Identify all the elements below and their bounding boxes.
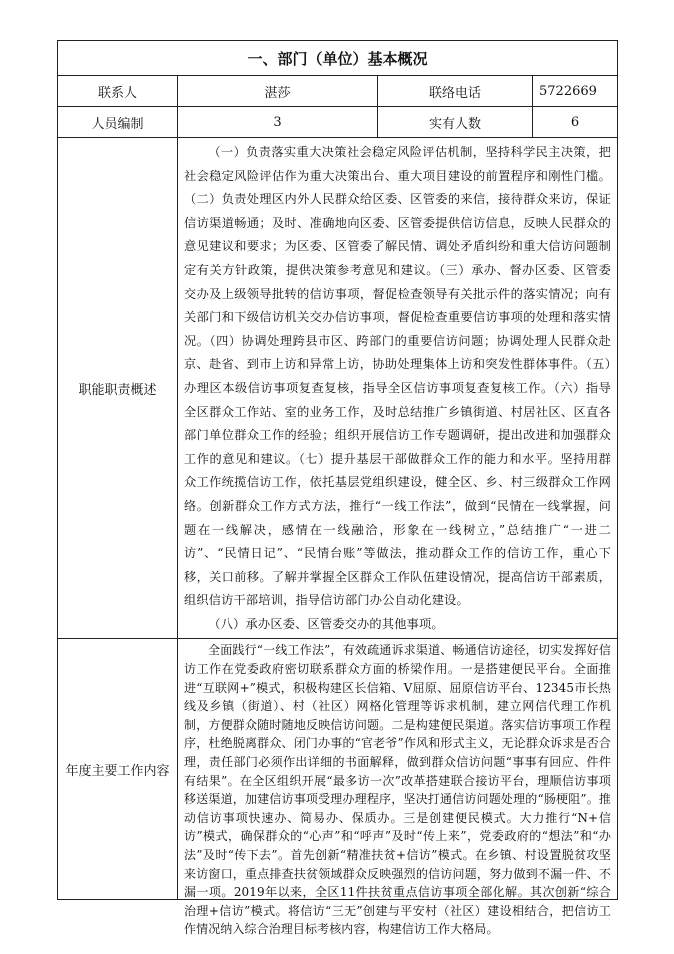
duties-label: 职能职责概述 xyxy=(58,138,178,639)
staff-row xyxy=(58,107,618,138)
phone-value: 5722669 xyxy=(533,76,618,107)
annual-text-clip xyxy=(184,641,611,937)
actual-staff-value: 6 xyxy=(533,107,618,138)
annual-row xyxy=(58,639,618,900)
annual-text-cell xyxy=(178,639,618,937)
staff-label: 人员编制 xyxy=(58,107,178,138)
basic-info-table xyxy=(57,40,618,937)
contact-label: 联系人 xyxy=(58,76,178,107)
contact-value: 湛莎 xyxy=(178,76,378,107)
duties-paragraph-other: （八）承办区委、区管委交办的其他事项。 xyxy=(208,616,444,631)
contact-row xyxy=(58,76,618,107)
staff-value: 3 xyxy=(178,107,378,138)
annual-label: 年度主要工作内容 xyxy=(58,639,178,900)
duties-text xyxy=(178,138,618,639)
actual-staff-label: 实有人数 xyxy=(378,107,533,138)
duties-paragraph-main: （一）负责落实重大决策社会稳定风险评估机制，坚持科学民主决策，把社会稳定风险评估作为重大决策出台、重大项目建设的前置程序和刚性门槛。（二）负责处理区内外人民群众给区委、区管委的来信，接待群众来访，保证信访渠道畅通；及时、准确地向区委、区管委提供信访信息，反映人民群众的意见建议和要求；为区委、区管委了解民情、调处矛盾纠纷和重大信访问题制定有关方针政策，提供决策参考意见和建议。（三）承办、督办区委、区管委交办及上级领导批转的信访事项，督促检查领导有关批示件的落实情况；向有关部门和下级信访机关交办信访事项，督促检查重要信访事项的处理和落实情况。（四）协调处理跨县市区、跨部门的重要信访问题；协调处理人民群众赴京、赴省、到市上访和异常上访，协助处理集体上访和突发性群体事件。（五）办理区本级信访事项复查复核，指导全区信访事项复查复核工作。（六）指导全区群众工作站、室的业务工作，及时总结推广乡镇街道、村居社区、区直各部门单位群众工作的经验；组织开展信访工作专题调研，提出改进和加强群众工作的意见和建议。（七）提升基层干部做群众工作的能力和水平。坚持用群众工作统揽信访工作，依托基层党组织建设，健全区、乡、村三级群众工作网络。创新群众工作方式方法，推行“一线工作法”，做到“民情在一线掌握，问题在一线解决，感情在一线融洽，形象在一线树立，”总结推广“一进二访”、“民情日记”、“民情台账”等做法，推动群众工作的信访工作，重心下移，关口前移。了解并掌握全区群众工作队伍建设情况，提高信访干部素质，组织信访干部培训，指导信访部门办公自动化建设。 xyxy=(184,145,611,608)
phone-label: 联络电话 xyxy=(378,76,533,107)
section-title: 一、部门（单位）基本概况 xyxy=(58,41,618,76)
budget-info-sheet xyxy=(57,40,617,937)
annual-text: 全面践行“一线工作法”，有效疏通诉求渠道、畅通信访途径，切实发挥好信访工作在党委政府密切联系群众方面的桥梁作用。一是搭建便民平台。全面推进“互联网+”模式，积极构建区长信箱、V屈原、屈原信访平台、12345市长热线及乡镇（街道）、村（社区）网格化管理等诉求机制，建立网信代理工作机制，方便群众随时随地反映信访问题。二是构建便民渠道。落实信访事项工作程序，杜绝脱离群众、闭门办事的“官老爷”作风和形式主义，无论群众诉求是否合理，责任部门必须作出详细的书面解释，做到群众信访问题“事事有回应、件件有结果”。在全区组织开展“最多访一次”改革搭建联合接访平台，理顺信访事项移送渠道，加建信访事项受理办理程序，坚决打通信访问题处理的“肠梗阻”。推动信访事项快速办、简易办、保质办。三是创建便民模式。大力推行“N+信访”模式，确保群众的“心声”和“呼声”及时“传上来”，党委政府的“想法”和“办法”及时“传下去”。首先创新“精准扶贫+信访”模式。在乡镇、村设置脱贫攻坚来访窗口，重点排查扶贫领域群众反映强烈的信访问题，努力做到不漏一件、不漏一项。2019年以来，全区11件扶贫重点信访事项全部化解。其次创新“综合治理+信访”模式。将信访“三无”创建与平安村（社区）建设相结合，把信访工作情况纳入综合治理目标考核内容，构建信访工作大格局。 xyxy=(184,643,611,937)
duties-row xyxy=(58,138,618,639)
